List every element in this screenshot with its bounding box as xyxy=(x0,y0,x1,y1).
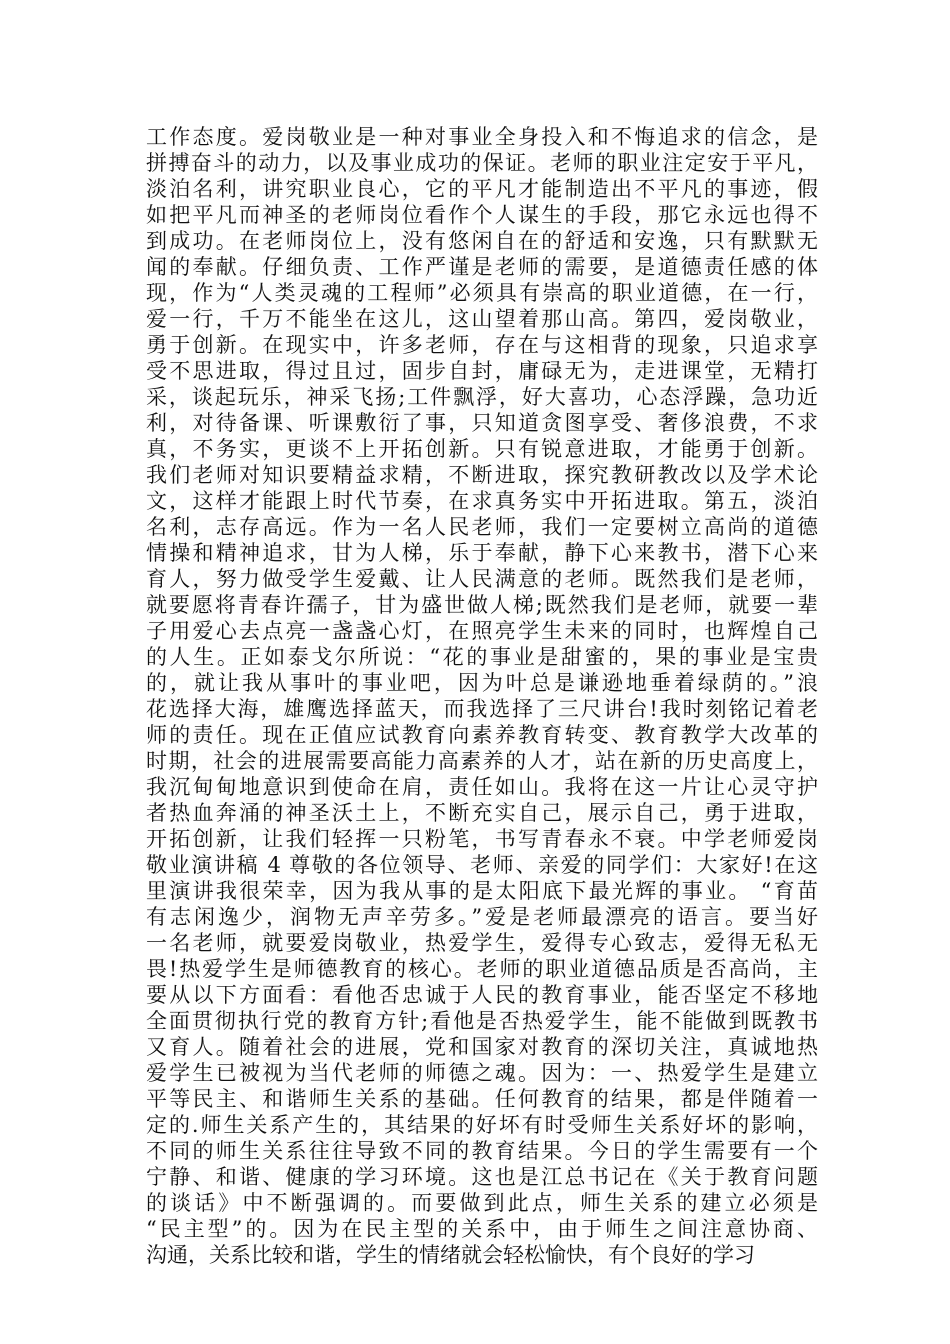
text-line: 拼搏奋斗的动力，以及事业成功的保证。老师的职业注定安于平凡， xyxy=(146,151,818,175)
text-line: 淡泊名利，讲究职业良心，它的平凡才能制造出不平凡的事迹，假 xyxy=(146,177,818,201)
text-line: 真，不务实，更谈不上开拓创新。只有锐意进取，才能勇于创新。 xyxy=(146,437,818,461)
text-line: 的人生。正如泰戈尔所说：“花的事业是甜蜜的，果的事业是宝贵 xyxy=(146,645,818,669)
text-line: 全面贯彻执行党的教育方针;看他是否热爱学生，能不能做到既教书 xyxy=(146,1009,818,1033)
text-line: 沟通，关系比较和谐，学生的情绪就会轻松愉快，有个良好的学习 xyxy=(146,1243,755,1267)
text-line: “民主型”的。因为在民主型的关系中，由于师生之间注意协商、 xyxy=(146,1217,818,1241)
text-line: 勇于创新。在现实中，许多老师，存在与这相背的现象，只追求享 xyxy=(146,333,818,357)
text-line: 有志闲逸少，润物无声辛劳多。”爱是老师最漂亮的语言。要当好 xyxy=(146,905,818,929)
text-line: 现，作为“人类灵魂的工程师”必须具有崇高的职业道德，在一行， xyxy=(146,281,818,305)
text-line: 里演讲我很荣幸，因为我从事的是太阳底下最光辉的事业。 “育苗 xyxy=(146,879,818,903)
text-line: 平等民主、和谐师生关系的基础。任何教育的结果，都是伴随着一 xyxy=(146,1087,818,1111)
text-line: 师的责任。现在正值应试教育向素养教育转变、教育教学大改革的 xyxy=(146,723,818,747)
text-line: 不同的师生关系往往导致不同的教育结果。今日的学生需要有一个 xyxy=(146,1139,818,1163)
text-line: 爱一行，千万不能坐在这儿，这山望着那山高。第四，爱岗敬业， xyxy=(146,307,818,331)
text-line: 利，对待备课、听课敷衍了事，只知道贪图享受、奢侈浪费，不求 xyxy=(146,411,818,435)
text-line: 我们老师对知识要精益求精，不断进取，探究教研教改以及学术论 xyxy=(146,463,818,487)
text-line: 受不思进取，得过且过，固步自封，庸碌无为，走进课堂，无精打 xyxy=(146,359,818,383)
text-line: 畏!热爱学生是师德教育的核心。老师的职业道德品质是否高尚，主 xyxy=(146,957,818,981)
text-line: 者热血奔涌的神圣沃土上，不断充实自己，展示自己，勇于进取， xyxy=(146,801,818,825)
text-line: 子用爱心去点亮一盏盏心灯，在照亮学生未来的同时，也辉煌自己 xyxy=(146,619,818,643)
text-line: 的谈话》中不断强调的。而要做到此点，师生关系的建立必须是 xyxy=(146,1191,818,1215)
text-line: 名利，志存高远。作为一名人民老师，我们一定要树立高尚的道德 xyxy=(146,515,818,539)
text-line: 育人，努力做受学生爱戴、让人民满意的老师。既然我们是老师， xyxy=(146,567,818,591)
text-line: 时期，社会的进展需要高能力高素养的人才，站在新的历史高度上， xyxy=(146,749,818,773)
text-line: 爱学生已被视为当代老师的师德之魂。因为：一、热爱学生是建立 xyxy=(146,1061,818,1085)
text-line: 宁静、和谐、健康的学习环境。这也是江总书记在《关于教育问题 xyxy=(146,1165,818,1189)
text-line: 就要愿将青春许孺子，甘为盛世做人梯;既然我们是老师，就要一辈 xyxy=(146,593,818,617)
text-line: 一名老师，就要爱岗敬业，热爱学生，爱得专心致志，爱得无私无 xyxy=(146,931,818,955)
text-line: 的，就让我从事叶的事业吧，因为叶总是谦逊地垂着绿荫的。”浪 xyxy=(146,671,818,695)
text-line: 闻的奉献。仔细负责、工作严谨是老师的需要，是道德责任感的体 xyxy=(146,255,818,279)
text-line: 文，这样才能跟上时代节奏，在求真务实中开拓进取。第五，淡泊 xyxy=(146,489,818,513)
text-line: 情操和精神追求，甘为人梯，乐于奉献，静下心来教书，潜下心来 xyxy=(146,541,818,565)
text-line: 又育人。随着社会的进展，党和国家对教育的深切关注，真诚地热 xyxy=(146,1035,818,1059)
text-line: 开拓创新，让我们轻挥一只粉笔，书写青春永不衰。中学老师爱岗 xyxy=(146,827,818,851)
text-line: 到成功。在老师岗位上，没有悠闲自在的舒适和安逸，只有默默无 xyxy=(146,229,818,253)
text-line: 花选择大海，雄鹰选择蓝天，而我选择了三尺讲台!我时刻铭记着老 xyxy=(146,697,818,721)
text-line: 我沉甸甸地意识到使命在肩，责任如山。我将在这一片让心灵守护 xyxy=(146,775,818,799)
text-line: 如把平凡而神圣的老师岗位看作个人谋生的手段，那它永远也得不 xyxy=(146,203,818,227)
text-line: 定的.师生关系产生的，其结果的好坏有时受师生关系好坏的影响， xyxy=(146,1113,818,1137)
text-line: 采，谈起玩乐，神采飞扬;工件飘浮，好大喜功，心态浮躁，急功近 xyxy=(146,385,818,409)
text-line: 敬业演讲稿 4 尊敬的各位领导、老师、亲爱的同学们：大家好!在这 xyxy=(146,853,818,877)
body-text xyxy=(146,124,818,1268)
text-line: 要从以下方面看：看他否忠诚于人民的教育事业，能否坚定不移地 xyxy=(146,983,818,1007)
text-line: 工作态度。爱岗敬业是一种对事业全身投入和不悔追求的信念，是 xyxy=(146,125,818,149)
